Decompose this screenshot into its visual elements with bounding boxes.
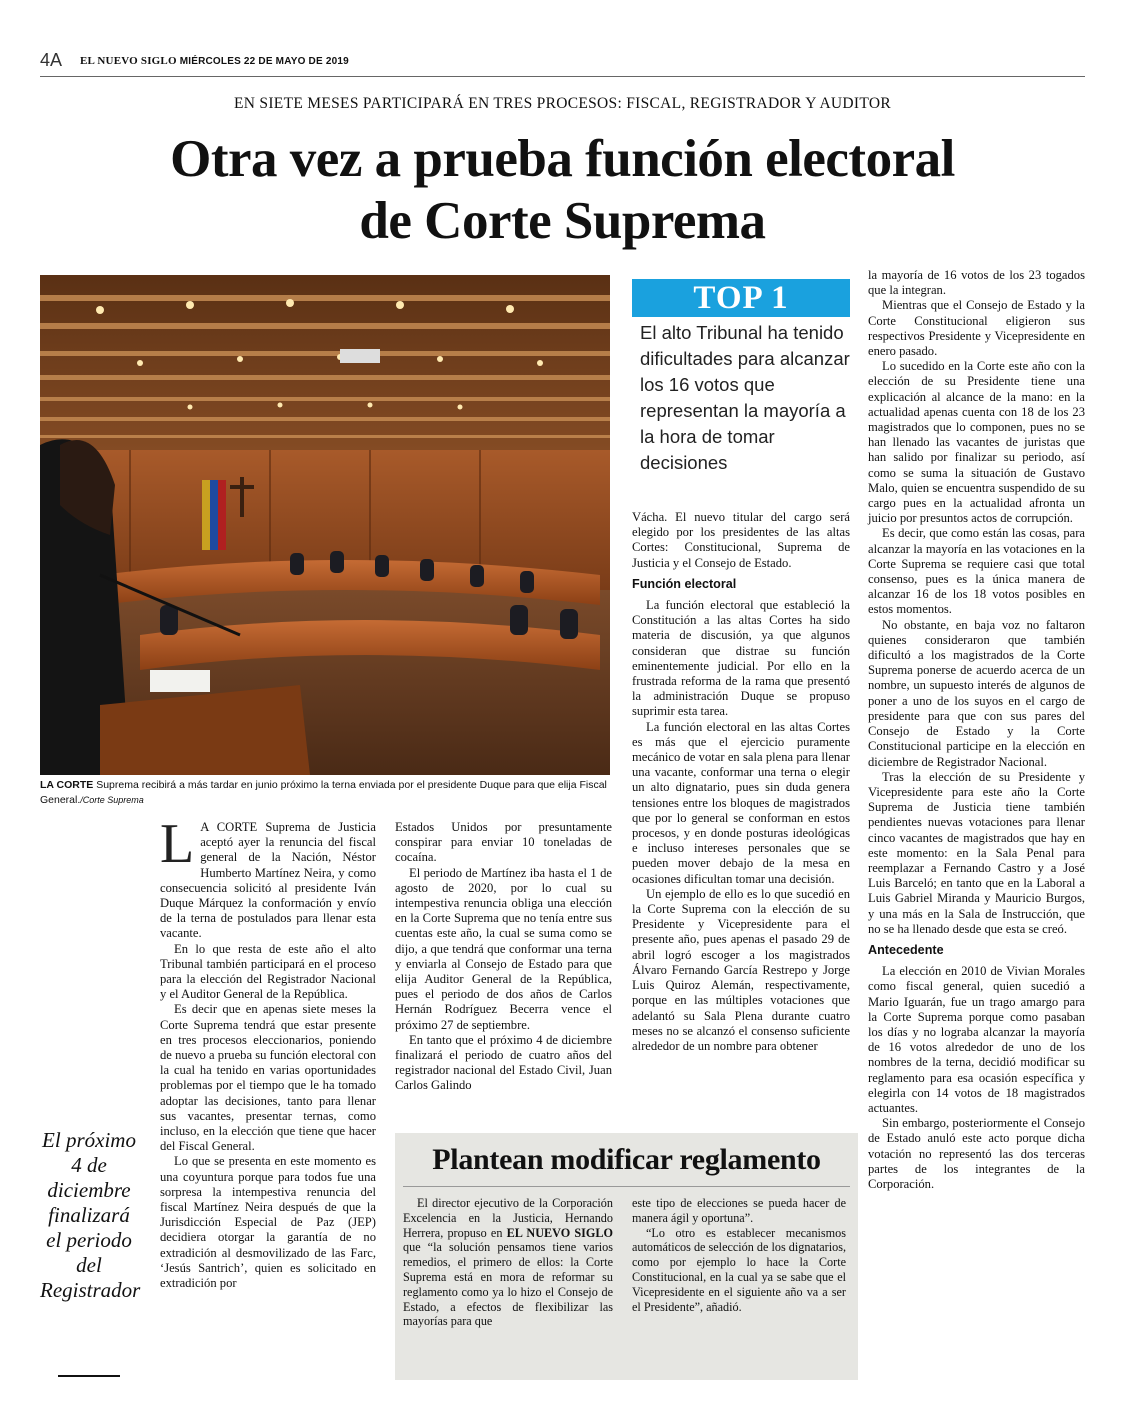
- col4-p1: la mayoría de 16 votos de los 23 togados que la integran.: [868, 268, 1085, 298]
- col4-p4: Es decir, que como están las cosas, para alcanzar la mayoría en las votaciones en la Corte Suprema se requiere casi que total consenso, pues es la única manera de alcanzar 16 de los 18 votos posibles en estos momentos.: [868, 526, 1085, 617]
- col2-p3: En tanto que el próximo 4 de diciembre finalizará el periodo de cuatro años del registrador nacional del Estado Civil, Juan Carlos Galindo: [395, 1032, 612, 1093]
- col4-p6: Tras la elección de su Presidente y Vicepresidente para este año la Corte Suprema de Justicia tiene también pendientes nuevas votaciones para llenar cinco vacantes de magistrados que hay en este momento: en la Sala Penal para reemplazar a Fernando Castro y a José Luis Barceló; en tanto que en la Laboral a Luis Gabriel Miranda y Mauricio Burgos, y una más en la Sala de Instrucción, que no se ha llenado desde que esta se creó.: [868, 769, 1085, 936]
- masthead: [80, 55, 349, 67]
- col4-p2: Mientras que el Consejo de Estado y la Corte Constitucional eligieron sus respectivos Presidente y Vicepresidente en enero pasado.: [868, 298, 1085, 359]
- col1-p2: En lo que resta de este año el alto Tribunal también participará en el proceso para la elección del Registrador Nacional y el Auditor General de la República.: [160, 941, 376, 1002]
- subhead-funcion-electoral: Función electoral: [632, 576, 737, 591]
- col3-p3: La función electoral en las altas Cortes es más que el ejercicio puramente mecánico de votar en sala plena para llenar una vacante, conformar una terna o elegir un alto dignatario, pues sin duda genera tensiones entre los bloques de magistrados que por lo general se conforman en estos procesos, y en donde posturas ideológicas e incluso intereses personales que se pueden mover debajo de la mesa en ocasiones dificultan tomar una decisión.: [632, 719, 850, 886]
- caption-lead: LA CORTE: [40, 779, 94, 791]
- sidebar-c2-p2: “Lo otro es establecer mecanismos automáticos de selección de los dignatarios, como por ejemplo lo hace la Corte Constitucional, en la cual ya se sabe que el Vicepresidente en el siguiente año va a ser el Presidente”, añadió.: [632, 1225, 846, 1314]
- col1-p1: A CORTE Suprema de Justicia aceptó ayer la renuncia del fiscal general de la Nación, Néstor Humberto Martínez Neira, y como consecuencia solicitó al presidente Iván Duque Márquez la conformación y envío de la terna de postulados para llenar esta vacante.: [160, 820, 376, 941]
- article-column-3: [632, 510, 850, 1054]
- kicker: EN SIETE MESES PARTICIPARÁ EN TRES PROCESOS: FISCAL, REGISTRADOR Y AUDITOR: [233, 95, 892, 112]
- issue-date: MIÉRCOLES 22 DE MAYO DE 2019: [179, 56, 349, 67]
- sidebar-paper-name: EL NUEVO SIGLO: [506, 1225, 614, 1240]
- subhead-antecedente: Antecedente: [868, 942, 944, 957]
- sidebar-rule: [403, 1186, 850, 1187]
- sidebar-text-a: El director ejecutivo de la Corporación Excelencia en la Justicia, Hernando Herrera, propuso en: [403, 1196, 613, 1240]
- headline-line-2: de Corte Suprema: [359, 192, 766, 250]
- sidebar-text-b: que “la solución pensamos tiene varios remedios, el primero de ellos: la Corte Suprema está en mora de reformar su reglamento como ya lo hizo el Consejo de Estado, a efectos de flexibilizar las mayorías para que: [403, 1240, 613, 1329]
- col4-p7: La elección en 2010 de Vivian Morales como fiscal general, quien sucedió a Mario Iguarán, fue un trago amargo para la Corte Suprema porque como pasaban los días y no lograba alcanzar la mayoría de 16 votos alrededor de uno de los nombres de la terna, decidió modificar su reglamento para esa ocasión específica y elegirla con 14 votos de 18 magistrados actuantes.: [868, 964, 1085, 1115]
- col4-p5: No obstante, en baja voz no faltaron quienes consideraron que también dificultó a los magistrados de la Corte Suprema ponerse de acuerdo acerca de un nombre, un supuesto interés de algunos de poner a uno de los suyos en el cargo de presidente para que con sus pares del Consejo de Estado y la Corte Constitucional participe en la elección en diciembre de Registrador Nacional.: [868, 617, 1085, 769]
- col2-p1: Estados Unidos por presuntamente conspirar para enviar 10 toneladas de cocaína.: [395, 820, 612, 865]
- photo-credit: /Corte Suprema: [80, 795, 144, 805]
- header-rule: [40, 76, 1085, 77]
- sidebar-title: Plantean modificar reglamento: [432, 1143, 821, 1176]
- headline-line-1: Otra vez a prueba función electoral: [170, 130, 955, 188]
- article-column-4: [868, 268, 1085, 1192]
- headline: [0, 128, 1125, 252]
- sidebar-column-2: [632, 1196, 846, 1314]
- article-column-2: [395, 820, 612, 1094]
- col3-p1: Vácha. El nuevo titular del cargo será elegido por los presidentes de las altas Cortes: Constitucional, Suprema de Justicia y el Consejo de Estado.: [632, 510, 850, 570]
- page-number: 4A: [40, 50, 63, 70]
- pull-quote: El próximo 4 de diciembre finalizará el periodo del Registrador: [40, 1128, 141, 1302]
- col4-p8: Sin embargo, posteriormente el Consejo de Estado anuló este acto porque dicha votación no representó las dos terceras partes de los integrantes de la Corporación.: [868, 1116, 1085, 1191]
- sidebar-c2-p1: este tipo de elecciones se pueda hacer de manera ágil y oportuna”.: [632, 1196, 846, 1225]
- pull-quote-rule: [58, 1375, 120, 1377]
- col1-p3: Es decir que en apenas siete meses la Corte Suprema tendrá que estar presente en tres procesos eleccionarios, poniendo de nuevo a prueba su función electoral con la cual ha tenido en varias oportunidades problemas por el tiempo que le ha tomado adoptar las decisiones, tanto para llenar sus vacantes, presentar ternas, como incluso, en la elección que tiene que hacer del Fiscal General.: [160, 1002, 376, 1154]
- article-column-1: [160, 813, 376, 1291]
- col3-p4: Un ejemplo de ello es lo que sucedió en la Corte Suprema con la elección de su Presidente y Vicepresidente para el presente año, pues apenas el pasado 29 de abril logró escoger a los magistrados Álvaro Fernando García Restrepo y Jorge Luis Quiroz Alemán, respectivamente, porque en las múltiples votaciones que adelantó su Sala Plena durante cuatro meses no se alcanzó el consenso suficiente alrededor de un nombre para obtener: [632, 886, 850, 1053]
- photo-caption: [40, 778, 612, 808]
- sidebar-column-1: [403, 1196, 613, 1329]
- col3-p2: La función electoral que estableció la Constitución a las altas Cortes ha sido materia de discusión, ya que algunos consideran que distrae su función eminentemente judicial. Por ello en la frustrada reforma de la rama que presentó la administración Duque se propuso suprimir esta tarea.: [632, 598, 850, 719]
- top1-text: El alto Tribunal ha tenido dificultades para alcanzar los 16 votos que representan la mayoría a la hora de tomar decisiones: [640, 322, 850, 473]
- courtroom-illustration: [40, 275, 610, 775]
- col4-p3: Lo sucedido en la Corte este año con la elección de su Presidente tiene una explicación al alcance de la mano: en la actualidad apenas cuenta con 18 de los 23 magistrados que lo componen, pues no se han llenado las vacantes de juristas que han salido por finalizar su periodo, así como se suma la situación de Gustavo Malo, quien se encuentra suspendido de su cargo pues en la actualidad afronta un juicio por presuntos actos de corrupción.: [868, 359, 1085, 526]
- col2-p2: El periodo de Martínez iba hasta el 1 de agosto de 2020, por lo cual su intempestiva renuncia obliga una elección en la Corte Suprema que no tenía entre sus cuentas este año, la cual se suma como se dijo, a que tendrá que conformar una terna y enviarla al Consejo de Estado para que elija Auditor General de la República, pues el periodo de dos años de Carlos Hernán Rodríguez Becerra vence el próximo 27 de septiembre.: [395, 865, 612, 1032]
- court-photo: [40, 275, 610, 775]
- caption-text: Suprema recibirá a más tardar en junio próximo la terna enviada por el presidente Duque para que elija Fiscal General.: [40, 779, 607, 806]
- dropcap: L: [160, 813, 195, 875]
- col1-p4: Lo que se presenta en este momento es una coyuntura porque para todos fue una sorpresa la intempestiva renuncia del fiscal Martínez Neira después de que la Jurisdicción Especial de Paz (JEP) decidiera otorgar la garantía de no extradición al desmovilizado de las Farc, ‘Jesús Santrich’, quien es solicitado en extradición por: [160, 1154, 376, 1291]
- paper-name: EL NUEVO SIGLO: [80, 55, 177, 67]
- top1-label: TOP 1: [632, 279, 850, 317]
